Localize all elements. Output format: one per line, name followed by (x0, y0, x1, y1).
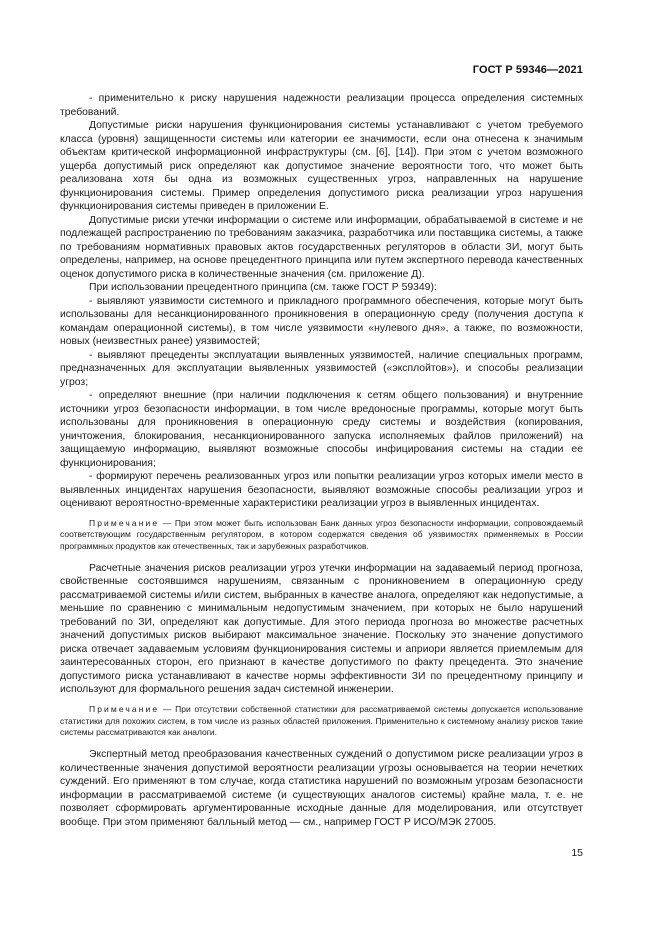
paragraph: - применительно к риску нарушения надежности реализации процесса определения системных требований. (60, 93, 583, 118)
page-number: 15 (571, 847, 583, 859)
paragraph: Экспертный метод преобразования качественных суждений о допустимом риске реализации угроз в количественные значения допустимой вероятности реализации угрозы основывается на теории нечетких суждений. Его применяют в том случае, когда статистика нарушений по возможным угрозам безопасности информации в рассматриваемой системе (и существующих аналогов системы) крайне мала, т. е. не позволяет сформировать аргументированные исходные данные для моделирования, или отсутствует вообще. При этом применяют балльный метод — см., например ГОСТ Р ИСО/МЭК 27005. (60, 749, 583, 828)
note-label: Примечание (89, 517, 160, 528)
list-item: - выявляют уязвимости системного и прикладного программного обеспечения, которые могут быть использованы для несанкционированного проникновения в операционную среду (получения доступа к командам операционной системы), в том числе уязвимости «нулевого дня», а также, по возможности, новых (неизвестных ранее) уязвимостей; (60, 295, 583, 347)
note (60, 518, 583, 553)
standard-header: ГОСТ Р 59346—2021 (472, 64, 583, 76)
paragraph: При использовании прецедентного принципа (см. также ГОСТ Р 59349): (89, 282, 437, 293)
paragraph: Допустимые риски нарушения функционирования системы устанавливают с учетом требуемого класса (уровня) защищенности системы или категории ее значимости, если она отнесена к значимым объектам критической информационной инфраструктуры (см. [6], [14]). При этом с учетом возможного ущерба допустимый риск определяют как допустимое значение вероятности того, что может быть реализована хотя бы одна из возможных существенных угроз, направленных на нарушение функционирования системы. Пример определения допустимого риска реализации угроз нарушения функционирования системы приведен в приложении Е. (60, 120, 583, 212)
note (60, 704, 583, 739)
note-label: Примечание (89, 703, 160, 714)
list-item: - формируют перечень реализованных угроз или попытки реализации угроз которых имели место в выявленных инцидентах нарушения безопасности, выявляют возможные способы реализации угроз и оценивают вероятностно-временные характеристики реализации угроз в выявленных инцидентах. (60, 471, 583, 509)
list-item: - определяют внешние (при наличии подключения к сетям общего пользования) и внутренние источники угроз безопасности информации, в том числе вредоносные программы, которые могут быть использованы для проникновения в операционную среду системы и воздействия (копирования, уничтожения, блокирования, несанкционированного запуска исполняемых файлов приложений) на защищаемую информацию, выявляют возможные способы инфицирования системы на стадии ее функционирования; (60, 390, 583, 469)
note-text: — При отсутствии собственной статистики для рассматриваемой системы допускается использование статистики для похожих систем, в том числе из разных областей приложения. Применительно к системному анализу рисков такие системы рассматриваются как аналоги. (60, 703, 583, 738)
list-item: - выявляют прецеденты эксплуатации выявленных уязвимостей, наличие специальных программ, предназначенных для эксплуатации выявленных уязвимостей («эксплойтов»), и способы реализации угроз; (60, 349, 583, 388)
body-text (60, 92, 583, 829)
note-text: — При этом может быть использован Банк данных угроз безопасности информации, сопровождаемый соответствующим государственным регулятором, в котором содержатся сведения об уязвимостях применяемых в России программных продуктов как отечественных, так и зарубежных разработчиков. (60, 517, 583, 552)
paragraph: Допустимые риски утечки информации о системе или информации, обрабатываемой в системе и не подлежащей распространению по требованиям заказчика, разработчика или поставщика системы, а также по требованиям нормативных правовых актов государственных регуляторов в области ЗИ, могут быть определены, например, на основе прецедентного принципа или путем экспертного перевода качественных оценок допустимого риска в количественные значения (см. приложение Д). (60, 214, 583, 280)
paragraph: Расчетные значения рисков реализации угроз утечки информации на задаваемый период прогноза, свойственные состоявшимся нарушениям, связанным с проникновением в операционную среду рассматриваемой системы и/или систем, выбранных в качестве аналога, определяют как недопустимые, а меньшие по сравнению с минимальным недопустимым значением, при которых не было нарушений требований по ЗИ, определяют как допустимые. Для этого периода прогноза во множестве расчетных значений допустимых рисков выбирают максимальное значение. Поскольку это значение допустимого риска отвечает задаваемым условиям функционирования системы и априори является приемлемым для заинтересованных сторон, его признают в качестве допустимого по факту прецедента. Это значение допустимого риска устанавливают в качестве нормы эффективности ЗИ по прецедентному принципу и используют для формального решения задач системной инженерии. (60, 562, 583, 696)
